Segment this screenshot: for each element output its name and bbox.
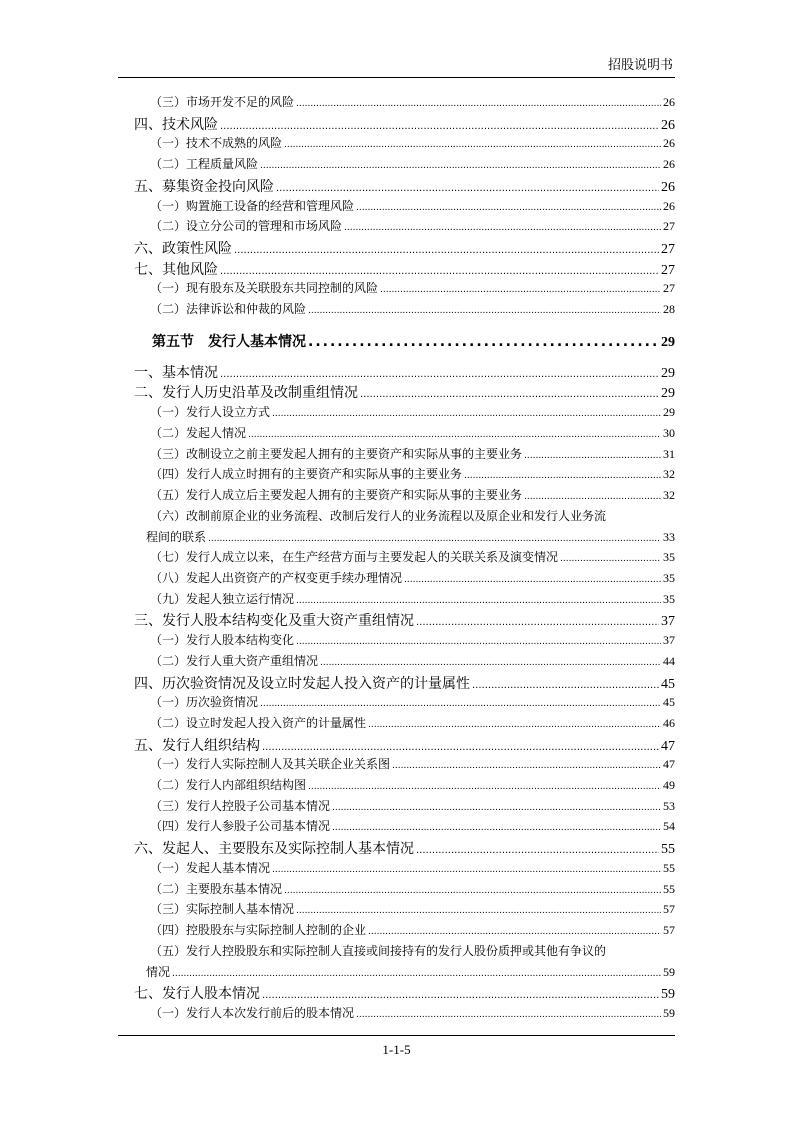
toc-page-number: 45 (661, 676, 675, 692)
toc-page-number: 29 (661, 365, 675, 381)
dot-leader (416, 617, 659, 628)
toc-page-number: 47 (663, 757, 675, 772)
toc-page-number: 45 (663, 695, 675, 710)
toc-heading-entry[interactable] (134, 238, 675, 258)
toc-entry-label: 一、基本情况 (134, 364, 218, 381)
toc-subentry[interactable] (150, 134, 675, 151)
toc-entry-label: （一）现有股东及关联股东共同控制的风险 (150, 281, 379, 296)
header-divider (118, 77, 675, 78)
toc-entry-label: （一）发行人股本结构变化 (150, 633, 295, 648)
footer-divider (118, 1035, 675, 1036)
toc-subentry[interactable] (150, 693, 675, 710)
toc-entry-label: （三）发行人控股子公司基本情况 (150, 798, 331, 813)
toc-entry-label: 程间的联系 (146, 529, 207, 544)
toc-subentry[interactable] (150, 445, 675, 462)
dot-leader (308, 782, 661, 792)
toc-subentry[interactable] (150, 921, 675, 938)
toc-subentry[interactable] (150, 797, 675, 814)
toc-entry-label: （九）发起人独立运行情况 (150, 591, 295, 606)
toc-entry-label: （二）发起人情况 (150, 425, 247, 440)
dot-leader (332, 803, 661, 813)
toc-page-number: 44 (663, 653, 675, 668)
toc-entry-label: （四）发行人参股子公司基本情况 (150, 819, 331, 834)
toc-page-number: 27 (663, 281, 675, 296)
toc-page-number: 26 (661, 117, 675, 133)
toc-page-number: 47 (661, 738, 675, 754)
toc-entry-label: 三、发行人股本结构变化及重大资产重组情况 (134, 613, 414, 630)
toc-page-number: 54 (663, 819, 675, 834)
dot-leader (308, 306, 661, 316)
dot-leader (360, 389, 659, 400)
toc-entry-label: （二）发行人内部组织结构图 (150, 778, 307, 792)
dot-leader (332, 823, 661, 833)
dot-leader (220, 121, 659, 132)
toc-entry-label: （四）控股股东与实际控制人控制的企业 (150, 922, 367, 937)
toc-page-number: 26 (661, 179, 675, 195)
toc-page-number: 29 (663, 405, 675, 420)
toc-subentry[interactable] (150, 424, 675, 441)
toc-entry-label: （一）发行人设立方式 (150, 405, 271, 420)
toc-heading-entry[interactable] (134, 114, 675, 134)
toc-page-number: 27 (663, 219, 675, 234)
toc-page-number: 26 (663, 198, 675, 213)
toc-entry-label: 七、其他风险 (134, 261, 218, 278)
toc-entry-label: （五）发行人成立后主要发起人拥有的主要资产和实际从事的主要业务 (150, 487, 523, 502)
toc-page-number: 59 (663, 1006, 675, 1020)
dot-leader (472, 680, 659, 691)
dot-leader (262, 742, 659, 753)
toc-page-number: 53 (663, 798, 675, 813)
toc-page-number: 35 (663, 591, 675, 606)
dot-leader (284, 886, 661, 896)
dot-leader (234, 245, 659, 256)
toc-subentry[interactable] (150, 776, 675, 793)
toc-page-number: 27 (661, 262, 675, 278)
toc-subentry[interactable] (150, 817, 675, 834)
toc-entry-label: 二、发行人历史沿革及改制重组情况 (134, 385, 358, 402)
toc-entry-label: （一）发行人本次发行前后的股本情况 (150, 1006, 355, 1020)
toc-page-number: 55 (663, 860, 675, 875)
toc-page-number: 32 (663, 487, 675, 502)
toc-subentry[interactable] (150, 714, 675, 731)
toc-subentry[interactable] (150, 155, 675, 172)
toc-page-number: 37 (661, 614, 675, 630)
toc-entry-label: （一）技术不成熟的风险 (150, 136, 283, 151)
dot-leader (220, 266, 659, 277)
dot-leader (368, 720, 661, 730)
dot-leader (320, 658, 661, 668)
dot-leader (524, 451, 661, 461)
toc-entry-label: （三）实际控制人基本情况 (150, 902, 295, 917)
toc-entry-label: （三）改制设立之前主要发起人拥有的主要资产和实际从事的主要业务 (150, 446, 523, 461)
toc-subentry[interactable] (150, 197, 675, 214)
toc-page-number: 57 (663, 922, 675, 937)
toc-heading-entry[interactable] (134, 259, 675, 279)
toc-page-number: 37 (663, 633, 675, 648)
toc-heading-entry[interactable] (134, 382, 675, 402)
toc-subentry[interactable] (150, 465, 675, 482)
toc-section-entry[interactable] (152, 331, 675, 351)
dot-leader (416, 845, 659, 856)
toc-heading-entry[interactable] (134, 610, 675, 630)
toc-entry-text: （六）改制前原企业的业务流程、改制后发行人的业务流程以及原企业和发行人业务流 (150, 508, 607, 523)
dot-leader (356, 203, 661, 213)
toc-entry-label: （二）发行人重大资产重组情况 (150, 653, 319, 668)
toc-page-number: 35 (663, 550, 675, 565)
dot-leader (296, 637, 661, 647)
toc-page-number: 35 (663, 571, 675, 585)
dot-leader (260, 699, 661, 709)
toc-page-number: 29 (661, 386, 675, 402)
dot-leader (260, 161, 661, 171)
toc-heading-entry[interactable] (134, 176, 675, 196)
dot-leader (284, 140, 661, 150)
toc-subentry[interactable] (150, 652, 675, 669)
dot-leader (356, 1010, 661, 1020)
dot-leader (392, 761, 661, 771)
toc-entry-label: 四、技术风险 (134, 116, 218, 133)
dot-leader (464, 471, 661, 481)
toc-entry-label: （一）发行人实际控制人及其关联企业关系图 (150, 757, 391, 772)
toc-page-number: 33 (663, 529, 675, 544)
toc-subentry[interactable] (150, 859, 675, 876)
toc-entry-label: （二）设立分公司的管理和市场风险 (150, 219, 343, 234)
dot-leader (296, 596, 661, 606)
toc-subentry[interactable] (150, 403, 675, 420)
toc-heading-entry[interactable] (134, 983, 675, 1003)
dot-leader (262, 990, 659, 1001)
toc-entry-label: 四、历次验资情况及设立时发起人投入资产的计量属性 (134, 675, 470, 692)
toc-entry-label: （四）发行人成立时拥有的主要资产和实际从事的主要业务 (150, 467, 463, 482)
toc-page-number: 28 (663, 302, 675, 316)
toc-entry-label: 五、发行人组织结构 (134, 737, 260, 754)
dot-leader (248, 430, 661, 440)
toc-entry-label: （一）购置施工设备的经营和管理风险 (150, 198, 355, 213)
dot-leader (308, 334, 659, 350)
dot-leader (220, 369, 659, 380)
document-title: 招股说明书 (607, 58, 673, 73)
toc-subentry[interactable] (150, 590, 675, 607)
toc-subentry[interactable] (150, 279, 675, 296)
toc-subentry[interactable] (150, 93, 675, 110)
toc-entry-label: （一）历次验资情况 (150, 695, 259, 710)
toc-page-number: 29 (661, 334, 675, 350)
toc-page-number: 27 (661, 241, 675, 257)
dot-leader (380, 285, 661, 295)
dot-leader (276, 183, 659, 194)
toc-entry-label: （一）发起人基本情况 (150, 860, 271, 875)
toc-entry-label: 五、募集资金投向风险 (134, 178, 274, 195)
dot-leader (524, 492, 661, 502)
toc-entry-label: （七）发行人成立以来，在生产经营方面与主要发起人的关联关系及演变情况 (150, 550, 559, 565)
dot-leader (272, 865, 661, 875)
toc-page-number: 46 (663, 715, 675, 730)
toc-entry-label: （二）设立时发起人投入资产的计量属性 (150, 715, 367, 730)
toc-subentry[interactable] (150, 217, 675, 234)
toc-entry-label: 情况 (146, 964, 171, 979)
toc-subentry[interactable] (150, 548, 675, 565)
toc-subentry[interactable] (146, 963, 675, 980)
dot-leader (404, 575, 661, 585)
toc-entry-label: 六、政策性风险 (134, 240, 232, 257)
toc-page-number: 26 (663, 136, 675, 151)
toc-subentry[interactable] (150, 300, 675, 317)
toc-subentry[interactable] (150, 486, 675, 503)
toc-entry-label: （八）发起人出资资产的产权变更手续办理情况 (150, 571, 403, 585)
toc-subentry[interactable] (150, 755, 675, 772)
dot-leader (560, 554, 661, 564)
dot-leader (296, 99, 661, 109)
toc-subentry[interactable] (150, 1004, 675, 1021)
toc-entry-label: （二）法律诉讼和仲裁的风险 (150, 302, 307, 316)
toc-heading-entry[interactable] (134, 673, 675, 693)
toc-page-number: 55 (661, 842, 675, 858)
toc-page-number: 57 (663, 902, 675, 917)
dot-leader (208, 534, 661, 544)
dot-leader (272, 409, 661, 419)
toc-page-number: 26 (663, 95, 675, 109)
toc-entry-label: 七、发行人股本情况 (134, 986, 260, 1003)
toc-page-number: 49 (663, 778, 675, 792)
toc-page-number: 26 (663, 157, 675, 172)
toc-entry-label: 第五节 发行人基本情况 (152, 333, 306, 350)
toc-subentry[interactable] (150, 880, 675, 897)
toc-page-number: 59 (663, 964, 675, 979)
dot-leader (368, 927, 661, 937)
toc-entry-label: （二）主要股东基本情况 (150, 881, 283, 896)
toc-entry-label: （三）市场开发不足的风险 (150, 95, 295, 109)
toc-subentry[interactable] (150, 900, 675, 917)
toc-heading-entry[interactable] (134, 838, 675, 858)
dot-leader (172, 969, 661, 979)
toc-page-number: 31 (663, 446, 675, 461)
toc-subentry[interactable] (146, 528, 675, 545)
toc-entry-label: （二）工程质量风险 (150, 157, 259, 172)
toc-page-number: 30 (663, 425, 675, 440)
toc-page-number: 32 (663, 467, 675, 482)
toc-heading-entry[interactable] (134, 735, 675, 755)
dot-leader (344, 223, 661, 233)
toc-subentry[interactable] (150, 631, 675, 648)
toc-heading-entry[interactable] (134, 362, 675, 382)
page-number: 1-1-5 (382, 1042, 411, 1057)
toc-entry-label: 六、发起人、主要股东及实际控制人基本情况 (134, 841, 414, 858)
dot-leader (296, 906, 661, 916)
toc-page-number: 59 (661, 987, 675, 1003)
toc-subentry[interactable] (150, 569, 675, 586)
toc-page-number: 55 (663, 881, 675, 896)
toc-entry-text: （五）发行人控股股东和实际控制人直接或间接持有的发行人股份质押或其他有争议的 (150, 943, 607, 958)
